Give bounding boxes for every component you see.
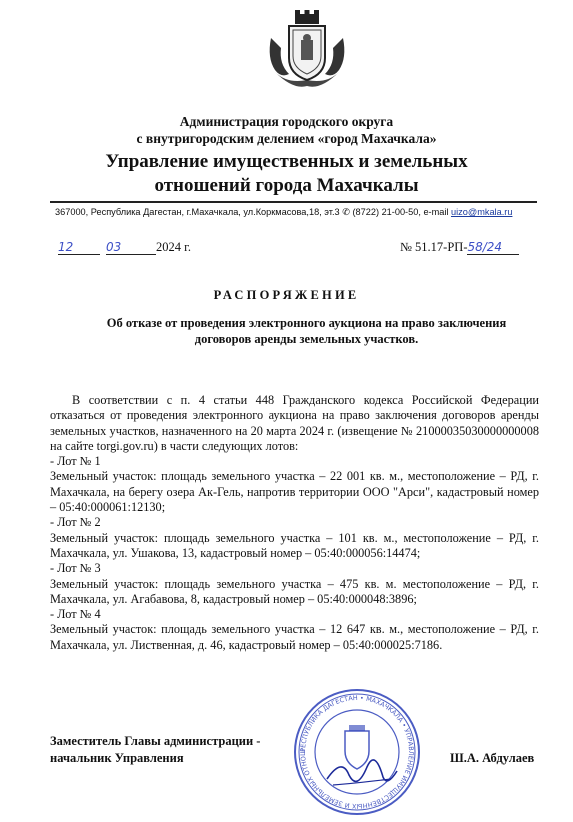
number-handwritten: 58/24	[467, 240, 519, 255]
header-divider	[50, 201, 537, 203]
phone-icon: ✆	[342, 207, 350, 217]
document-number	[400, 240, 519, 255]
number-prefix: № 51.17-РП-	[400, 240, 468, 254]
official-seal-stamp-icon	[287, 687, 427, 817]
phone-text: (8722) 21-00-50, e-mail	[352, 207, 452, 217]
lot-description: Земельный участок: площадь земельного участка – 101 кв. м., местоположение – РД, г. Махачкала, ул. Ушакова, 13, кадастровый номер – 05:40:000056:14474;	[50, 530, 539, 560]
subject-line1: Об отказе от проведения электронного аукциона на право заключения	[106, 316, 507, 330]
organization-name-line2: с внутригородским делением «город Махачкала»	[136, 131, 437, 146]
subject-line2: договоров аренды земельных участков.	[194, 332, 419, 346]
lot-description: Земельный участок: площадь земельного участка – 22 001 кв. м., местоположение – РД, г. Махачкала, на берегу озера Ак-Гель, напротив территории ООО "Арси", кадастровый номер – 05:40:000061:12130;	[50, 469, 539, 515]
document-title: РАСПОРЯЖЕНИЕ	[213, 288, 360, 302]
intro-paragraph: В соответствии с п. 4 статьи 448 Гражданского кодекса Российской Федерации отказаться от проведения электронного аукциона на право заключения договоров аренды земельных участков, назначенного на 20 марта 2024 г. (извещение № 21000035030000000008 на сайте torgi.gov.ru) в части следующих лотов:	[50, 393, 539, 453]
coat-of-arms-icon	[265, 8, 349, 96]
lot-label: - Лот № 4	[50, 607, 101, 622]
signatory-position-line1: Заместитель Главы администрации -	[50, 734, 261, 748]
svg-text:РЕСПУБЛИКА ДАГЕСТАН • МАХАЧКАЛ	[287, 687, 415, 810]
lot-description: Земельный участок: площадь земельного участка – 475 кв. м. местоположение – РД, г. Махачкала, ул. Агабавова, 8, кадастровый номер – 05:40:000048:3896;	[50, 576, 539, 606]
organization-name-line1: Администрация городского округа	[179, 114, 394, 129]
stamp-ring-text: РЕСПУБЛИКА ДАГЕСТАН • МАХАЧКАЛА • УПРАВЛЕНИЕ ИМУЩЕСТВЕННЫХ И ЗЕМЕЛЬНЫХ ОТНОШ	[298, 693, 416, 811]
lot-label: - Лот № 3	[50, 561, 101, 576]
email-link[interactable]: uizo@mkala.ru	[451, 207, 513, 217]
department-name-line1: Управление имущественных и земельных	[105, 151, 468, 172]
date-year: 2024 г.	[156, 240, 191, 254]
signatory-position-line2: начальник Управления	[50, 751, 184, 765]
date-month: 03	[106, 240, 156, 255]
document-date	[58, 240, 191, 255]
date-day: 12	[58, 240, 100, 255]
lot-description: Земельный участок: площадь земельного участка – 12 647 кв. м., местоположение – РД, г. Махачкала, ул. Лиственная, д. 46, кадастровый номер – 05:40:000025:7186.	[50, 622, 539, 652]
lot-label: - Лот № 2	[50, 515, 101, 530]
address-text: 367000, Республика Дагестан, г.Махачкала, ул.Коркмасова,18, эт.3	[55, 207, 343, 217]
department-name-line2: отношений города Махачкалы	[154, 175, 419, 196]
document-body	[50, 393, 539, 653]
lot-label: - Лот № 1	[50, 454, 101, 469]
contact-line	[55, 207, 512, 218]
signatory-name: Ш.А. Абдулаев	[450, 751, 535, 765]
